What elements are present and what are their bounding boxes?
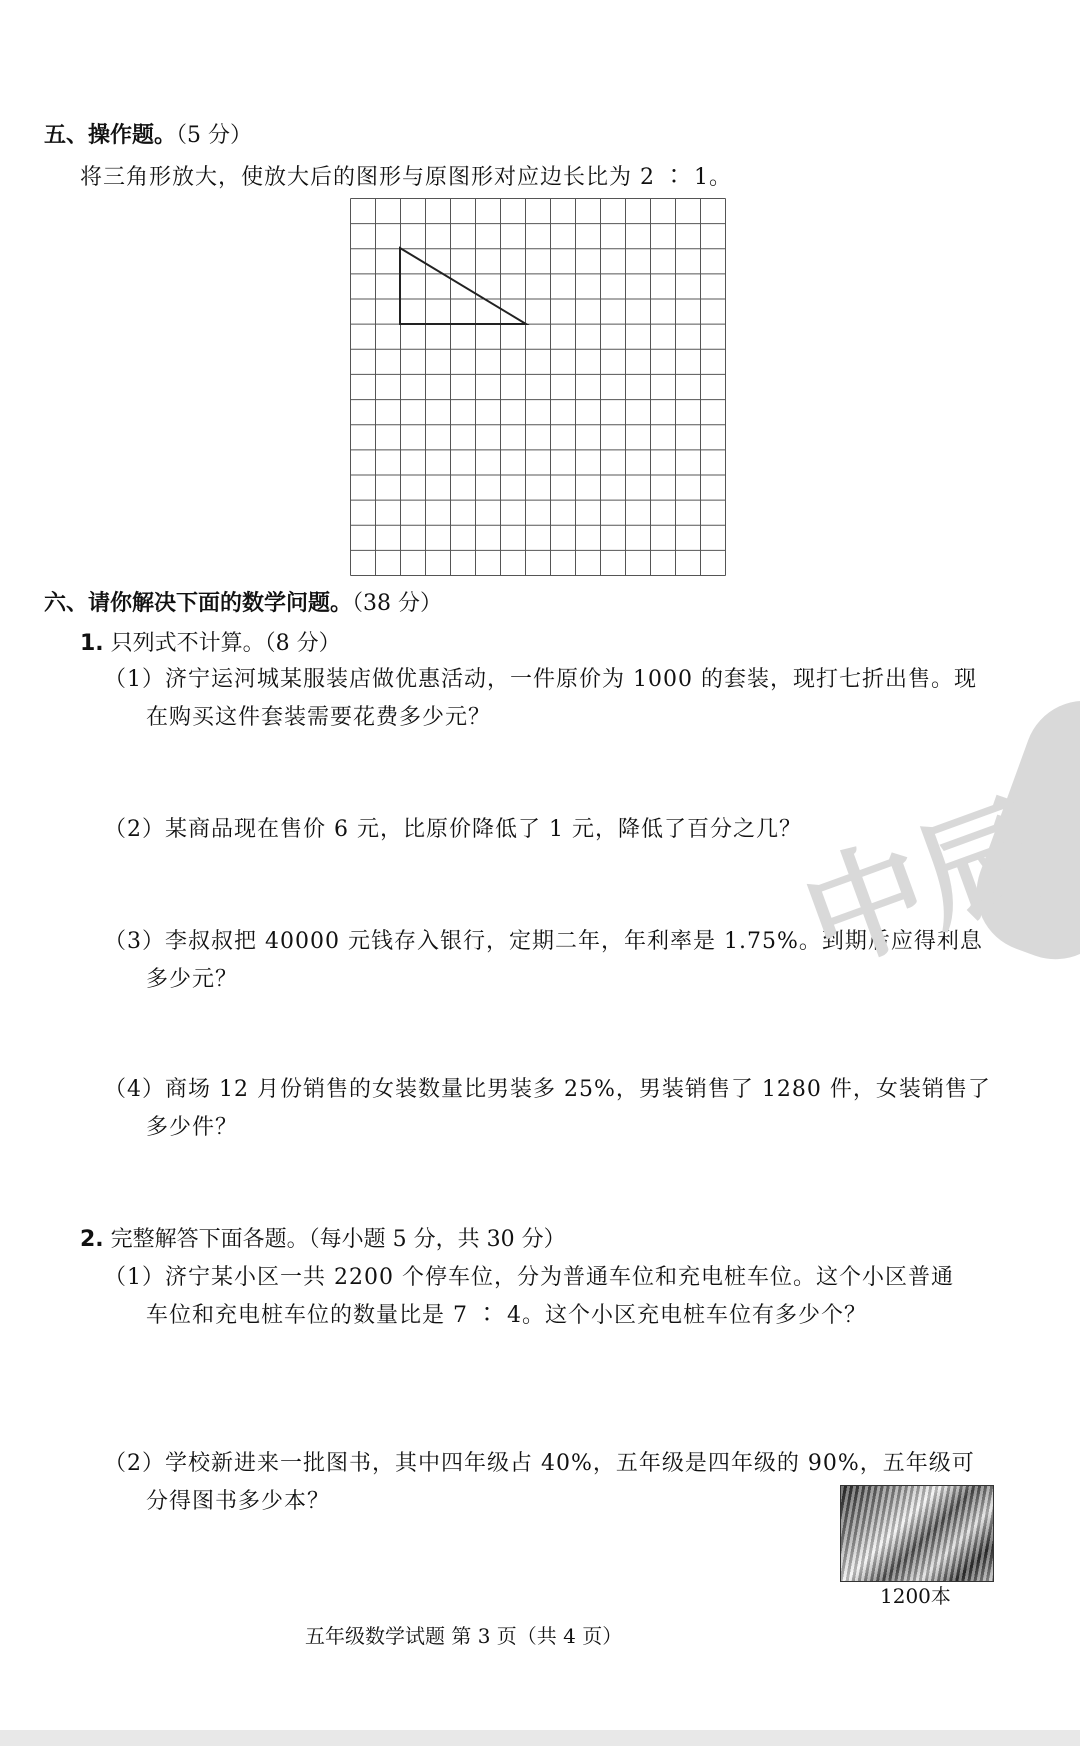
question-1-4-line-2: 多少件？ [146,1115,239,1140]
part-2-heading [80,1222,566,1253]
question-1-2-line-1: （2）某商品现在售价 6 元，比原价降低了 1 元，降低了百分之几？ [104,817,802,842]
section-5-score: （5 分） [176,123,253,148]
part-1-title: 只列式不计算。（8 分） [110,631,341,656]
part-1-number: 1. [80,631,104,656]
question-1-3-line-1: （3）李叔叔把 40000 元钱存入银行，定期二年，年利率是 1.75%。到期后应得利息 [104,929,983,954]
books-photo [840,1485,994,1582]
section-6-score: （38 分） [352,591,443,616]
bottom-edge-bar [0,1730,1080,1746]
part-1-heading [80,626,341,657]
section-6-title: 六、请你解决下面的数学问题。 [44,591,353,616]
original-triangle [400,248,526,324]
section-6-heading [44,586,442,617]
section-5-title: 五、操作题。 [44,123,177,148]
page-footer: 五年级数学试题 第 3 页（共 4 页） [305,1624,623,1648]
question-1-1-line-1: （1）济宁运河城某服装店做优惠活动，一件原价为 1000 的套装，现打七折出售。现 [104,667,977,692]
question-2-2-line-1: （2）学校新进来一批图书，其中四年级占 40%，五年级是四年级的 90%，五年级可 [104,1451,975,1476]
question-2-1-line-1: （1）济宁某小区一共 2200 个停车位，分为普通车位和充电桩车位。这个小区普通 [104,1265,954,1290]
question-2-1-line-2: 车位和充电桩车位的数量比是 7 ∶ 4。这个小区充电桩车位有多少个？ [146,1303,867,1328]
question-1-1-line-2: 在购买这件套装需要花费多少元？ [146,705,492,730]
question-1-4-line-1: （4）商场 12 月份销售的女装数量比男装多 25%，男装销售了 1280 件，女装销售了 [104,1077,991,1102]
section-5-heading [44,118,252,149]
square-grid [350,198,726,576]
section-5-instruction: 将三角形放大，使放大后的图形与原图形对应边长比为 2 ∶ 1。 [80,165,732,190]
question-2-2-line-2: 分得图书多少本？ [146,1489,331,1514]
watermark-text: 中辰 [787,779,1061,993]
books-photo-label: 1200本 [880,1584,951,1608]
part-2-number: 2. [80,1227,104,1252]
part-2-title: 完整解答下面各题。（每小题 5 分，共 30 分） [110,1227,566,1252]
question-1-3-line-2: 多少元？ [146,967,239,992]
